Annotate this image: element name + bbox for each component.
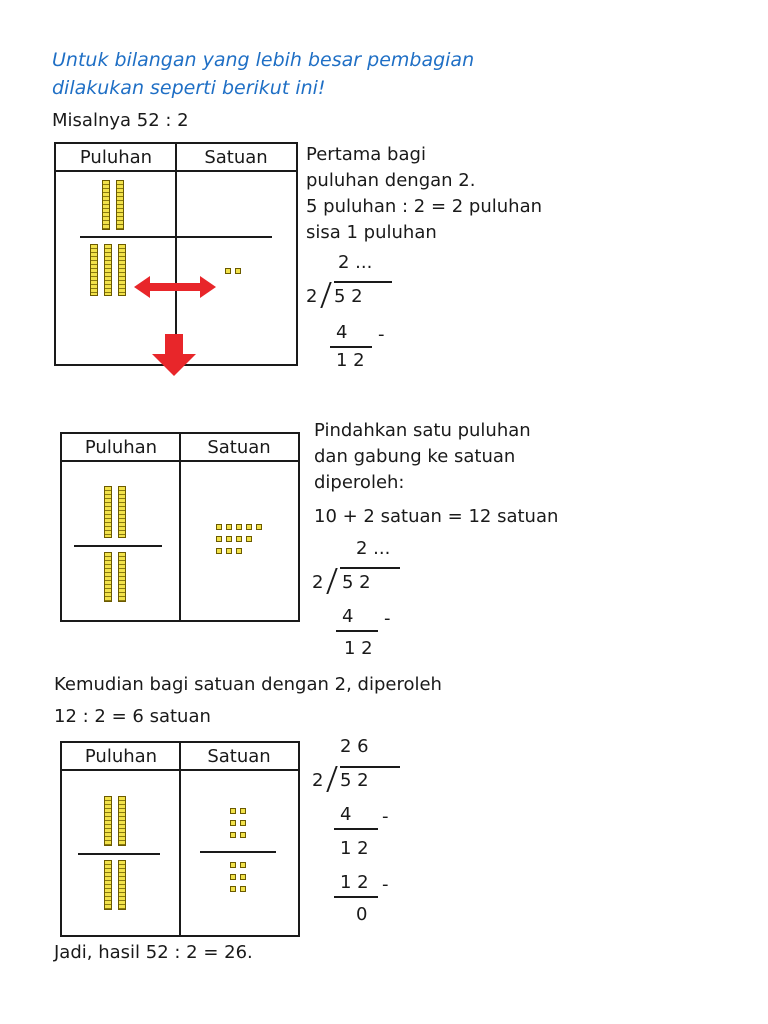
division-bar <box>340 567 400 569</box>
step1-line: puluhan dengan 2. <box>306 170 476 191</box>
ones-cube <box>240 874 246 880</box>
division-bar <box>334 281 392 283</box>
down-arrow-icon <box>152 334 196 376</box>
tens-rod <box>116 180 124 230</box>
remainder: 1 2 <box>344 638 373 659</box>
tens-rod <box>118 796 126 846</box>
intro-heading <box>52 46 474 102</box>
header-tens: Puluhan <box>62 434 180 462</box>
tens-rod <box>118 860 126 910</box>
minus-sign: - <box>382 874 389 895</box>
ones-cube <box>226 548 232 554</box>
step1-line: 5 puluhan : 2 = 2 puluhan <box>306 196 543 217</box>
place-value-table-3 <box>60 741 300 937</box>
example-label: Misalnya 52 : 2 <box>52 110 189 131</box>
step2-equation: 10 + 2 satuan = 12 satuan <box>314 506 559 527</box>
tens-rod <box>118 486 126 538</box>
minus-sign: - <box>384 608 391 629</box>
split-line <box>74 545 162 547</box>
tens-rod <box>118 552 126 602</box>
step2-line: Pindahkan satu puluhan <box>314 420 531 441</box>
remainder: 1 2 <box>340 838 369 859</box>
divisor: 2 <box>312 572 324 593</box>
tens-rod <box>102 180 110 230</box>
dividend: 5 2 <box>342 572 371 593</box>
header-ones: Satuan <box>180 434 298 462</box>
tens-rod <box>104 860 112 910</box>
remainder: 1 2 <box>336 350 365 371</box>
final-remainder: 0 <box>356 904 368 925</box>
ones-cube <box>225 268 231 274</box>
ones-cube <box>236 524 242 530</box>
ones-cube <box>240 808 246 814</box>
ones-cube <box>240 820 246 826</box>
tens-rod <box>104 796 112 846</box>
quotient: 2 ... <box>338 252 373 273</box>
minus-sign: - <box>382 806 389 827</box>
step2-line: diperoleh: <box>314 472 405 493</box>
step2-line: dan gabung ke satuan <box>314 446 516 467</box>
split-line <box>80 236 272 238</box>
ones-cube <box>226 524 232 530</box>
divisor: 2 <box>312 770 324 791</box>
dividend: 5 2 <box>334 286 363 307</box>
ones-cube <box>216 536 222 542</box>
dividend: 5 2 <box>340 770 369 791</box>
ones-cube <box>230 832 236 838</box>
step3-line: Kemudian bagi satuan dengan 2, diperoleh <box>54 674 442 695</box>
header-tens: Puluhan <box>56 144 176 172</box>
place-value-table-2 <box>60 432 300 622</box>
quotient: 2 6 <box>340 736 369 757</box>
ones-cube <box>236 536 242 542</box>
column-divider <box>179 743 181 935</box>
split-line <box>78 853 160 855</box>
ones-cube <box>240 886 246 892</box>
division-bracket <box>326 766 337 792</box>
division-bracket <box>326 568 337 594</box>
ones-cube <box>246 524 252 530</box>
header-ones: Satuan <box>180 743 298 771</box>
ones-cube <box>256 524 262 530</box>
column-divider <box>175 144 177 364</box>
minus-sign: - <box>378 324 385 345</box>
subtract-value: 4 <box>342 606 354 627</box>
ones-cube <box>236 548 242 554</box>
tens-rod <box>104 244 112 296</box>
subtract-line <box>336 630 378 632</box>
split-line <box>200 851 276 853</box>
division-bracket <box>320 282 331 308</box>
header-ones: Satuan <box>176 144 296 172</box>
step3-line: 12 : 2 = 6 satuan <box>54 706 211 727</box>
conclusion: Jadi, hasil 52 : 2 = 26. <box>54 942 253 963</box>
intro-heading-line2: dilakukan seperti berikut ini! <box>52 77 326 99</box>
ones-cube <box>235 268 241 274</box>
intro-heading-line1: Untuk bilangan yang lebih besar pembagian <box>52 49 475 71</box>
double-arrow-icon <box>134 274 216 300</box>
step1-text <box>306 142 542 246</box>
subtract-value: 4 <box>340 804 352 825</box>
ones-cube <box>230 874 236 880</box>
header-tens: Puluhan <box>62 743 180 771</box>
ones-cube <box>230 886 236 892</box>
long-division-2 <box>312 538 422 668</box>
ones-cube <box>230 808 236 814</box>
ones-cube <box>216 524 222 530</box>
step1-line: Pertama bagi <box>306 144 426 165</box>
step2-text <box>314 418 531 496</box>
subtract-value: 4 <box>336 322 348 343</box>
subtract-line <box>334 896 378 898</box>
column-divider <box>179 434 181 620</box>
subtract-value: 1 2 <box>340 872 369 893</box>
ones-cube <box>240 862 246 868</box>
ones-cube <box>230 820 236 826</box>
step1-line: sisa 1 puluhan <box>306 222 437 243</box>
ones-cube <box>226 536 232 542</box>
ones-cube <box>216 548 222 554</box>
divisor: 2 <box>306 286 318 307</box>
tens-rod <box>104 552 112 602</box>
tens-rod <box>90 244 98 296</box>
long-division-1 <box>306 252 416 382</box>
ones-cube <box>230 862 236 868</box>
subtract-line <box>334 828 378 830</box>
division-bar <box>340 766 400 768</box>
long-division-3 <box>312 736 422 936</box>
tens-rod <box>104 486 112 538</box>
quotient: 2 ... <box>356 538 391 559</box>
subtract-line <box>330 346 372 348</box>
tens-rod <box>118 244 126 296</box>
ones-cube <box>246 536 252 542</box>
ones-cube <box>240 832 246 838</box>
